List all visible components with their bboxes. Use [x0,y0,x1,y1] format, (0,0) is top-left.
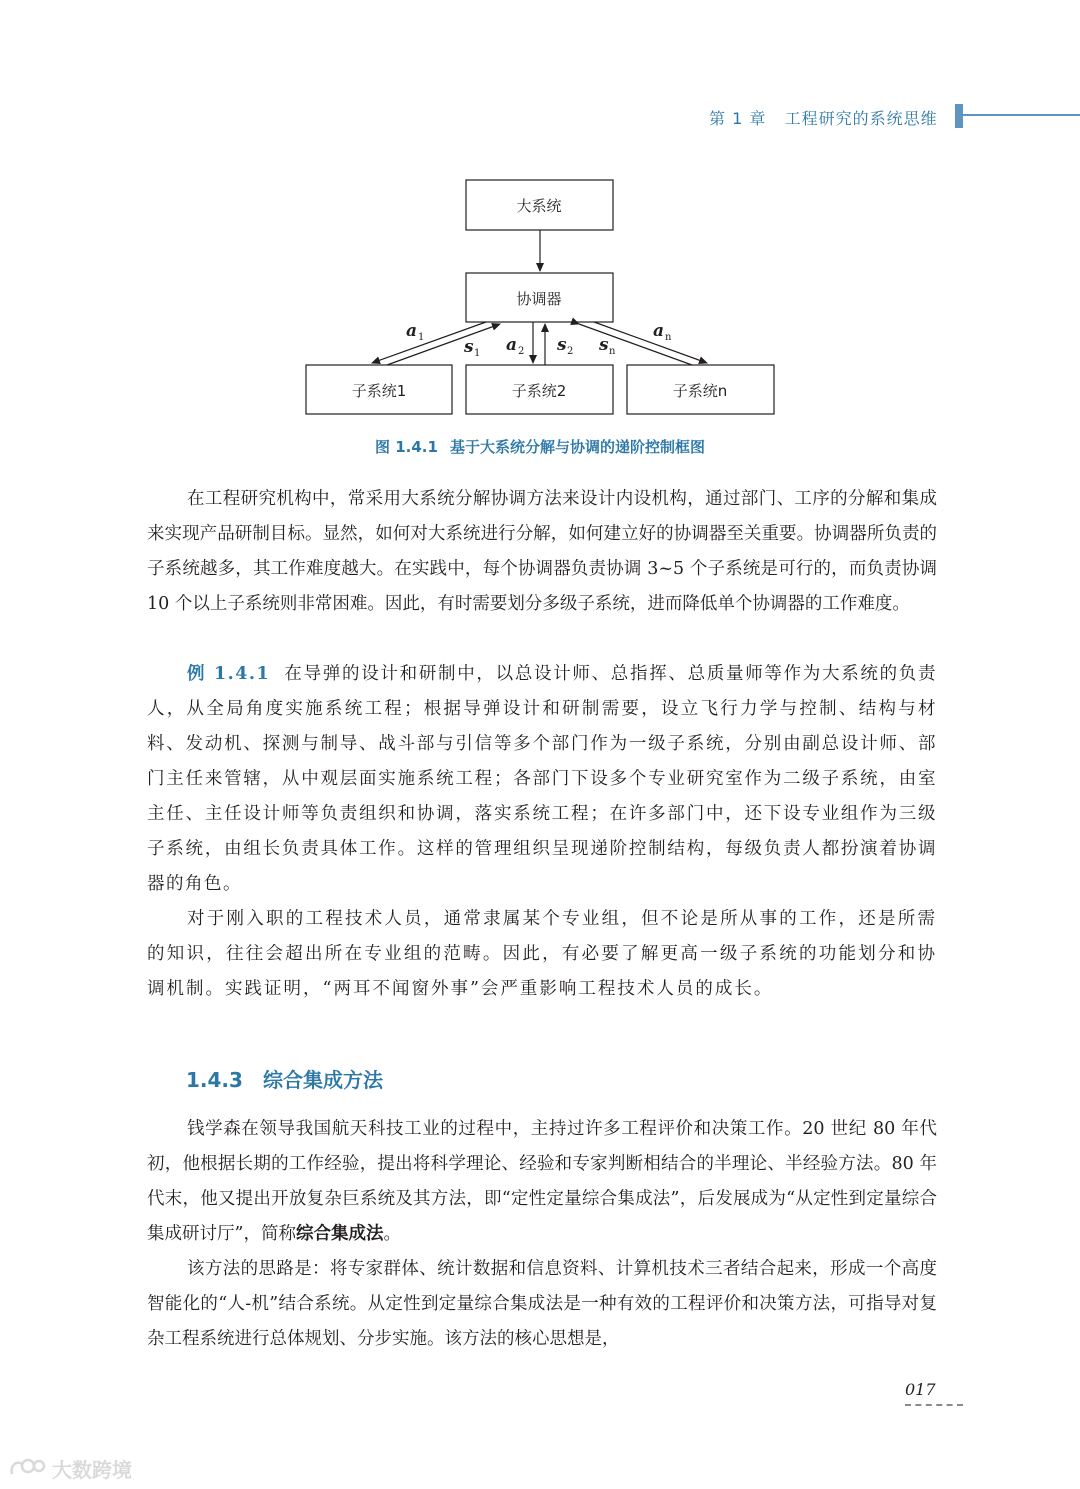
hierarchy-diagram [0,0,1080,430]
label-a2-sub: 2 [518,346,525,357]
page-number-rule [905,1404,963,1406]
top-system-label: 大系统 [516,197,562,215]
paragraph-4-term: 综合集成法 [295,1224,384,1244]
label-s1: s [464,337,474,357]
section-title: 综合集成方法 [262,1068,383,1092]
label-an: a [653,321,665,341]
subsystem-1-label: 子系统1 [351,382,407,400]
example-text: 在导弹的设计和研制中，以总设计师、总指挥、总质量师等作为大系统的负责人，从全局角度实施系统工程；根据导弹设计和研制需要，设立飞行力学与控制、结构与材料、发动机、探测与制导、战斗部与引信等多个部门作为一级子系统，分别由副总设计师、部门主任来管辖，从中观层面实施系统工程；各部门下设多个专业研究室作为二级子系统，由室主任、主任设计师等负责组织和协调，落实系统工程；在许多部门中，还下设专业组作为三级子系统，由组长负责具体工作。这样的管理组织呈现递阶控制结构，每级负责人都扮演着协调器的角色。 [147,664,938,894]
subsystem-2-label: 子系统2 [511,382,567,400]
arrow-sn [579,324,692,365]
label-a2: a [506,335,518,355]
label-s2-sub: 2 [567,346,574,357]
header-chapter: 第 1 章 [709,109,767,128]
section-number: 1.4.3 [186,1068,243,1092]
figure-number: 图 1.4.1 [375,438,438,456]
paragraph-5: 该方法的思路是：将专家群体、统计数据和信息资料、计算机技术三者结合起来，形成一个高度智能化的“人-机”结合系统。从定性到定量综合集成法是一种有效的工程评价和决策方法，可指导对复杂工程系统进行总体规划、分步实施。该方法的核心思想是， [147,1259,937,1349]
paragraph-4 [147,1112,937,1252]
paragraph-3: 对于刚入职的工程技术人员，通常隶属某个专业组，但不论是所从事的工作，还是所需的知识，往往会超出所在专业组的范畴。因此，有必要了解更高一级子系统的功能划分和协调机制。实践证明，“两耳不闻窗外事”会严重影响工程技术人员的成长。 [147,909,937,999]
label-an-sub: n [665,332,672,343]
label-sn-sub: n [609,346,616,357]
figure-title: 基于大系统分解与协调的递阶控制框图 [449,438,705,456]
watermark-logo-icon [8,1456,46,1478]
figure-caption [0,436,1080,457]
watermark-text: 大数跨境 [52,1458,132,1482]
paragraph-4-end: 。 [383,1224,401,1244]
label-s1-sub: 1 [474,348,481,359]
example-label: 例 1.4.1 [187,664,271,684]
page-number: 017 [905,1380,936,1399]
label-a1: a [406,321,418,341]
header-title: 工程研究的系统思维 [784,109,938,128]
paragraph-4-main: 钱学森在领导我国航天科技工业的过程中，主持过许多工程评价和决策工作。20 世纪 80 年代初，他根据长期的工作经验，提出将科学理论、经验和专家判断相结合的半理论、半经验方法。80 年代末，他又提出开放复杂巨系统及其方法，即“定性定量综合集成法”，后发展成为“从定性到定量综合集成研讨厅”，简称 [147,1119,937,1244]
coordinator-label: 协调器 [516,290,562,308]
example-paragraph [147,657,937,902]
label-s2: s [557,335,567,355]
paragraph-1: 在工程研究机构中，常采用大系统分解协调方法来设计内设机构，通过部门、工序的分解和集成来实现产品研制目标。显然，如何对大系统进行分解，如何建立好的协调器至关重要。协调器所负责的子系统越多，其工作难度越大。在实践中，每个协调器负责协调 3~5 个子系统是可行的，而负责协调 10 个以上子系统则非常困难。因此，有时需要划分多级子系统，进而降低单个协调器的工作难度。 [147,489,937,614]
subsystem-n-label: 子系统n [672,382,728,400]
label-sn: s [599,335,609,355]
label-a1-sub: 1 [418,332,425,343]
section-heading [186,1064,403,1093]
arrow-s1 [387,324,500,365]
